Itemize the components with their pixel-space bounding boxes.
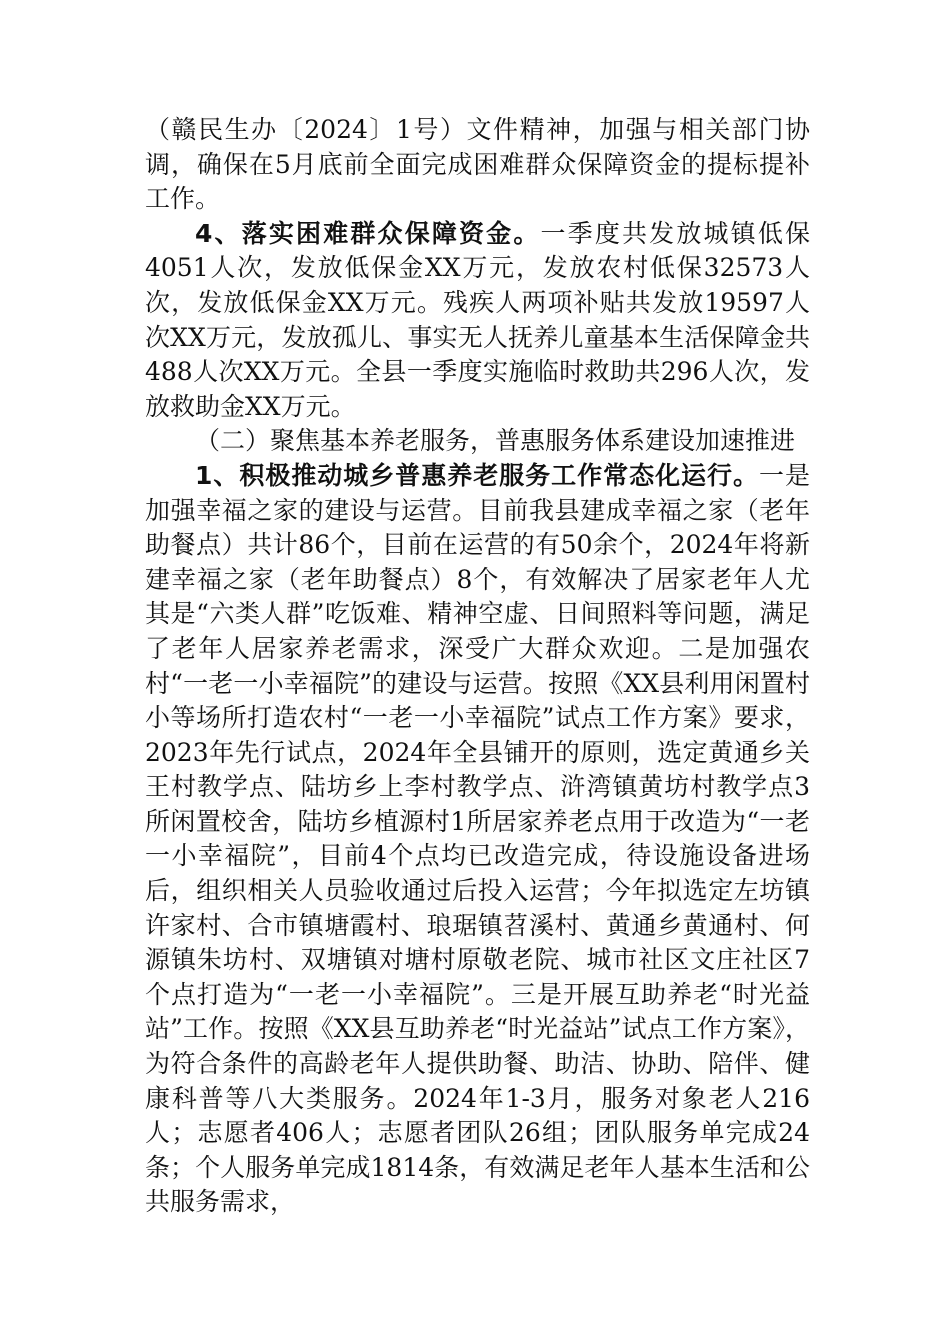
section-heading-elderly-care: 1、积极推动城乡普惠养老服务工作常态化运行。 <box>195 460 759 490</box>
paragraph-continuation: （赣民生办〔2024〕1号）文件精神，加强与相关部门协调，确保在5月底前全面完成困难群众保障资金的提标提补工作。 <box>145 115 810 214</box>
section-heading-funds: 4、落实困难群众保障资金。 <box>195 218 541 248</box>
document-page <box>145 113 810 1220</box>
paragraph-funds-text: 一季度共发放城镇低保4051人次，发放低保金XX万元，发放农村低保32573人次，发放低保金XX万元。残疾人两项补贴共发放19597人次XX万元，发放孤儿、事实无人抚养儿童基本生活保障金共488人次XX万元。全县一季度实施临时救助共296人次，发放救助金XX万元。 <box>145 218 810 421</box>
paragraph-elderly-care <box>145 459 810 1220</box>
section-subtitle-elderly-services: （二）聚焦基本养老服务，普惠服务体系建设加速推进 <box>195 426 796 456</box>
paragraph-funds <box>145 217 810 425</box>
paragraph-elderly-care-text: 一是加强幸福之家的建设与运营。目前我县建成幸福之家（老年助餐点）共计86个，目前在运营的有50余个，2024年将新建幸福之家（老年助餐点）8个，有效解决了居家老年人尤其是“六类人群”吃饭难、精神空虚、日间照料等问题，满足了老年人居家养老需求，深受广大群众欢迎。二是加强农村“一老一小幸福院”的建设与运营。按照《XX县利用闲置村小等场所打造农村“一老一小幸福院”试点工作方案》要求，2023年先行试点，2024年全县铺开的原则，选定黄通乡关王村教学点、陆坊乡上李村教学点、浒湾镇黄坊村教学点3所闲置校舍，陆坊乡植源村1所居家养老点用于改造为“一老一小幸福院”，目前4个点均已改造完成，待设施设备进场后，组织相关人员验收通过后投入运营；今年拟选定左坊镇许家村、合市镇塘霞村、琅琚镇苕溪村、黄通乡黄通村、何源镇朱坊村、双塘镇对塘村原敬老院、城市社区文庄社区7个点打造为“一老一小幸福院”。三是开展互助养老“时光益站”工作。按照《XX县互助养老“时光益站”试点工作方案》，为符合条件的高龄老年人提供助餐、助洁、协助、陪伴、健康科普等八大类服务。2024年1-3月，服务对象老人216人；志愿者406人；志愿者团队26组；团队服务单完成24条；个人服务单完成1814条，有效满足老年人基本生活和公共服务需求， <box>145 460 810 1217</box>
